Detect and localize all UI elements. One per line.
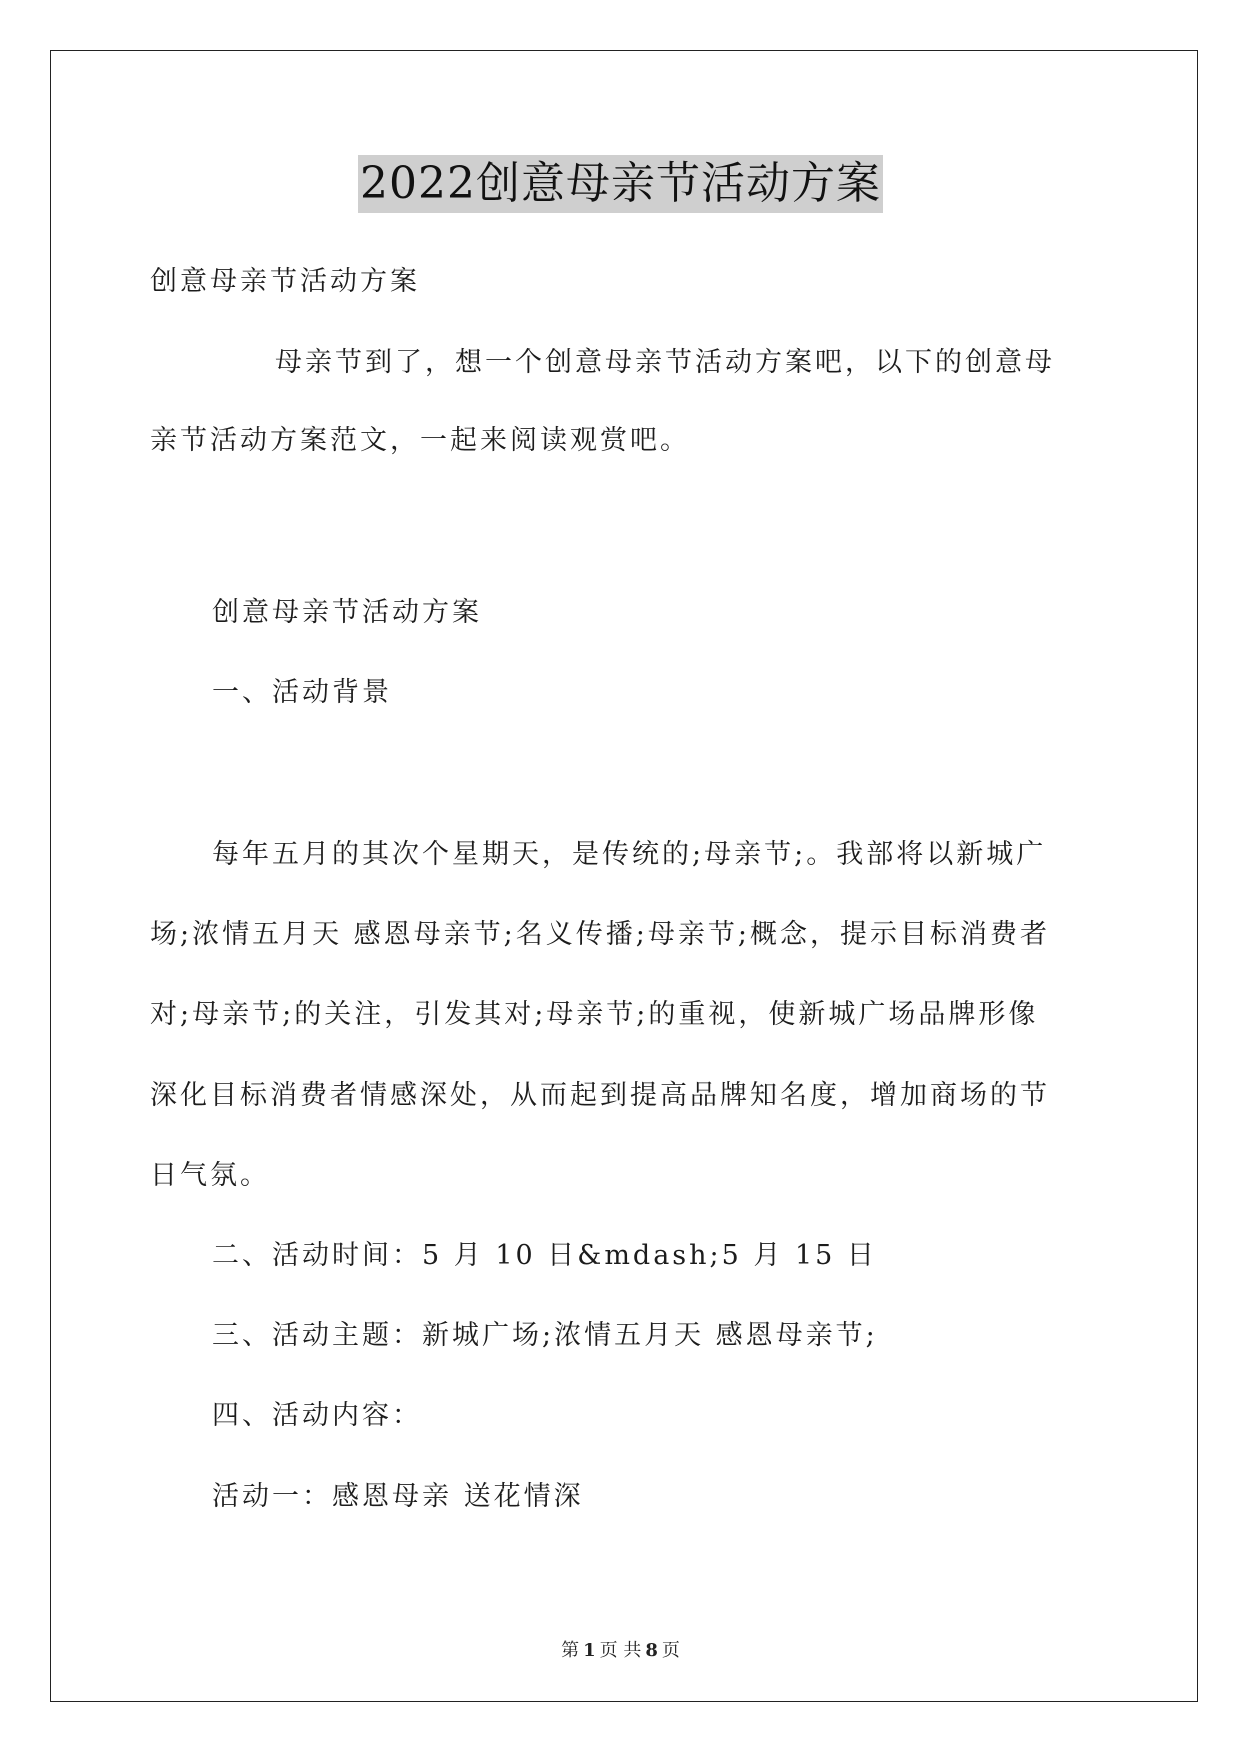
- heading-theme: 三、活动主题：新城广场;浓情五月天 感恩母亲节;: [212, 1320, 878, 1351]
- background-paragraph-line-5: 日气氛。: [150, 1160, 270, 1191]
- background-paragraph-line-2: 场;浓情五月天 感恩母亲节;名义传播;母亲节;概念，提示目标消费者: [150, 919, 1050, 950]
- page-number-total: 8: [645, 1640, 658, 1661]
- subtitle: 创意母亲节活动方案: [150, 266, 420, 297]
- heading-content: 四、活动内容：: [212, 1400, 422, 1431]
- intro-paragraph-line-1: 母亲节到了，想一个创意母亲节活动方案吧，以下的创意母: [275, 347, 1055, 378]
- document-title: 2022创意母亲节活动方案: [358, 155, 883, 213]
- page-number-mid: 页 共: [599, 1640, 642, 1661]
- section-heading: 创意母亲节活动方案: [212, 597, 482, 628]
- background-paragraph-line-3: 对;母亲节;的关注，引发其对;母亲节;的重视，使新城广场品牌形像: [150, 999, 1039, 1030]
- page-number-suffix: 页: [661, 1640, 680, 1661]
- heading-background: 一、活动背景: [212, 677, 392, 708]
- background-paragraph-line-1: 每年五月的其次个星期天，是传统的;母亲节;。我部将以新城广: [212, 839, 1047, 870]
- title-container: [0, 155, 1241, 213]
- intro-paragraph-line-2: 亲节活动方案范文，一起来阅读观赏吧。: [150, 425, 690, 456]
- heading-time: 二、活动时间：5 月 10 日&mdash;5 月 15 日: [212, 1240, 877, 1271]
- page-footer: [0, 1636, 1241, 1662]
- page-number-current: 1: [583, 1640, 596, 1661]
- page-number-prefix: 第: [561, 1640, 580, 1661]
- activity-one: 活动一：感恩母亲 送花情深: [212, 1481, 584, 1512]
- background-paragraph-line-4: 深化目标消费者情感深处，从而起到提高品牌知名度，增加商场的节: [150, 1080, 1050, 1111]
